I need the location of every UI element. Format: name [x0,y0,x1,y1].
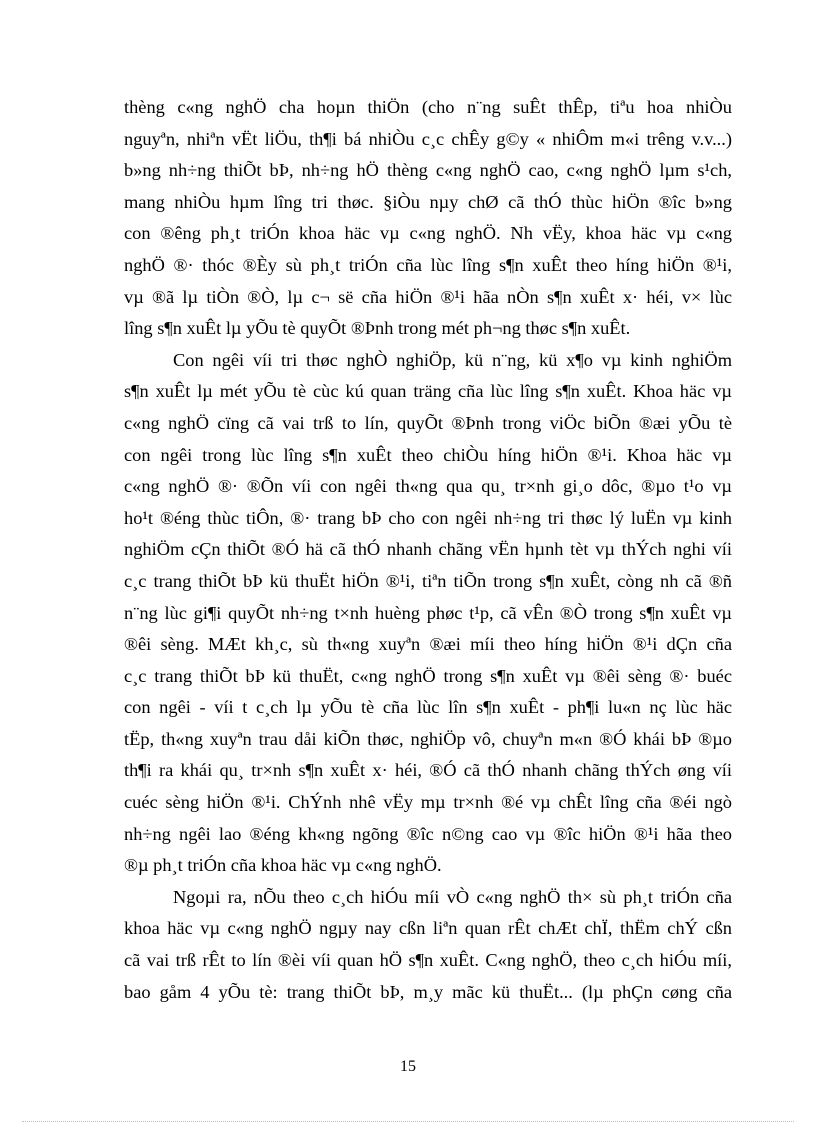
text-line: vµ ®ã lµ tiÒn ®Ò, lµ c¬ së cña hiÖn ®¹i hãa nÒn s¶n xuÊt x· héi, v× lùc [124,286,732,307]
text-line: con ngêi trong lùc lîng s¶n xuÊt theo chiÒu híng hiÖn ®¹i. Khoa häc vµ [124,444,732,465]
page-number: 15 [400,1058,416,1075]
text-line: con ngêi - víi t c¸ch lµ yÕu tè cña lùc lîn s¶n xuÊt - ph¶i lu«n nç lùc häc [124,697,732,718]
text-line: con ®êng ph¸t triÓn khoa häc vµ c«ng nghÖ. Nh vËy, khoa häc vµ c«ng [124,223,732,244]
text-line: Con ngêi víi tri thøc nghÒ nghiÖp, kü n¨ng, kü x¶o vµ kinh nghiÖm [173,349,732,370]
text-line: n¨ng lùc gi¶i quyÕt nh÷ng t×nh huèng phøc t¹p, cã vÊn ®Ò trong s¶n xuÊt vµ [124,602,732,623]
text-line: thèng c«ng nghÖ cha hoµn thiÖn (cho n¨ng suÊt thÊp, tiªu hoa nhiÒu [124,97,732,117]
page-edge-divider [22,1121,794,1122]
text-line: th¶i ra khái qu¸ tr×nh s¶n xuÊt x· héi, ®Ó cã thÓ nhanh chãng thÝch øng víi [124,760,732,781]
text-line: ®µ ph¸t triÓn cña khoa häc vµ c«ng nghÖ. [124,855,442,876]
text-line: nh÷ng ngêi lao ®éng kh«ng ngõng ®îc n©ng cao vµ ®îc hiÖn ®¹i hãa theo [124,823,732,844]
text-line: b»ng nh÷ng thiÕt bÞ, nh÷ng hÖ thèng c«ng nghÖ cao, c«ng nghÖ lµm s¹ch, [124,160,732,181]
text-line: mang nhiÒu hµm lîng tri thøc. §iÒu nµy chØ cã thÓ thùc hiÖn ®îc b»ng [124,191,732,212]
text-line: c«ng nghÖ cïng cã vai trß to lín, quyÕt ®Þnh trong viÖc biÕn ®æi yÕu tè [124,412,732,433]
body-text [124,92,732,1008]
text-line: tËp, th«ng xuyªn trau dåi kiÕn thøc, nghiÖp vô, chuyªn m«n ®Ó khái bÞ ®µo [124,728,732,749]
text-line: c¸c trang thiÕt bÞ kü thuËt, c«ng nghÖ trong s¶n xuÊt vµ ®êi sèng ®· buéc [124,665,732,686]
text-line: nghÖ ®· thóc ®Èy sù ph¸t triÓn cña lùc lîng s¶n xuÊt theo híng hiÖn ®¹i, [124,254,732,275]
paragraph [124,882,732,1008]
text-line: cã vai trß rÊt to lín ®èi víi quan hÖ s¶n xuÊt. C«ng nghÖ, theo c¸ch hiÓu míi, [124,950,732,971]
text-line: khoa häc vµ c«ng nghÖ ngµy nay cßn liªn quan rÊt chÆt chÏ, thËm chÝ cßn [124,918,732,939]
text-line: c¸c trang thiÕt bÞ kü thuËt hiÖn ®¹i, tiªn tiÕn trong s¶n xuÊt, còng nh cã ®ñ [124,570,732,591]
text-line: nghiÖm cÇn thiÕt ®Ó hä cã thÓ nhanh chãng vËn hµnh tèt vµ thÝch nghi víi [124,539,732,560]
text-line: ®êi sèng. MÆt kh¸c, sù th«ng xuyªn ®æi míi theo híng hiÖn ®¹i dÇn cña [124,634,732,655]
text-line: bao gåm 4 yÕu tè: trang thiÕt bÞ, m¸y mãc kü thuËt... (lµ phÇn cøng cña [124,981,732,1002]
text-line: ho¹t ®éng thùc tiÔn, ®· trang bÞ cho con ngêi nh÷ng tri thøc lý luËn vµ kinh [124,507,732,528]
text-line: nguyªn, nhiªn vËt liÖu, th¶i bá nhiÒu c¸c chÊy g©y « nhiÔm m«i trêng v.v...) [124,128,732,149]
text-line: s¶n xuÊt lµ mét yÕu tè cùc kú quan träng cña lùc lîng s¶n xuÊt. Khoa häc vµ [124,381,732,402]
text-line: Ngoµi ra, nÕu theo c¸ch hiÓu míi vÒ c«ng nghÖ th× sù ph¸t triÓn cña [173,886,732,907]
paragraph [124,345,732,882]
text-line: lîng s¶n xuÊt lµ yÕu tè quyÕt ®Þnh trong mét ph¬ng thøc s¶n xuÊt. [124,318,631,339]
paragraph [124,92,732,345]
text-line: c«ng nghÖ ®· ®Õn víi con ngêi th«ng qua qu¸ tr×nh gi¸o dôc, ®µo t¹o vµ [124,476,732,497]
text-line: cuéc sèng hiÖn ®¹i. ChÝnh nhê vËy mµ tr×nh ®é vµ chÊt lîng cña ®éi ngò [124,792,732,813]
